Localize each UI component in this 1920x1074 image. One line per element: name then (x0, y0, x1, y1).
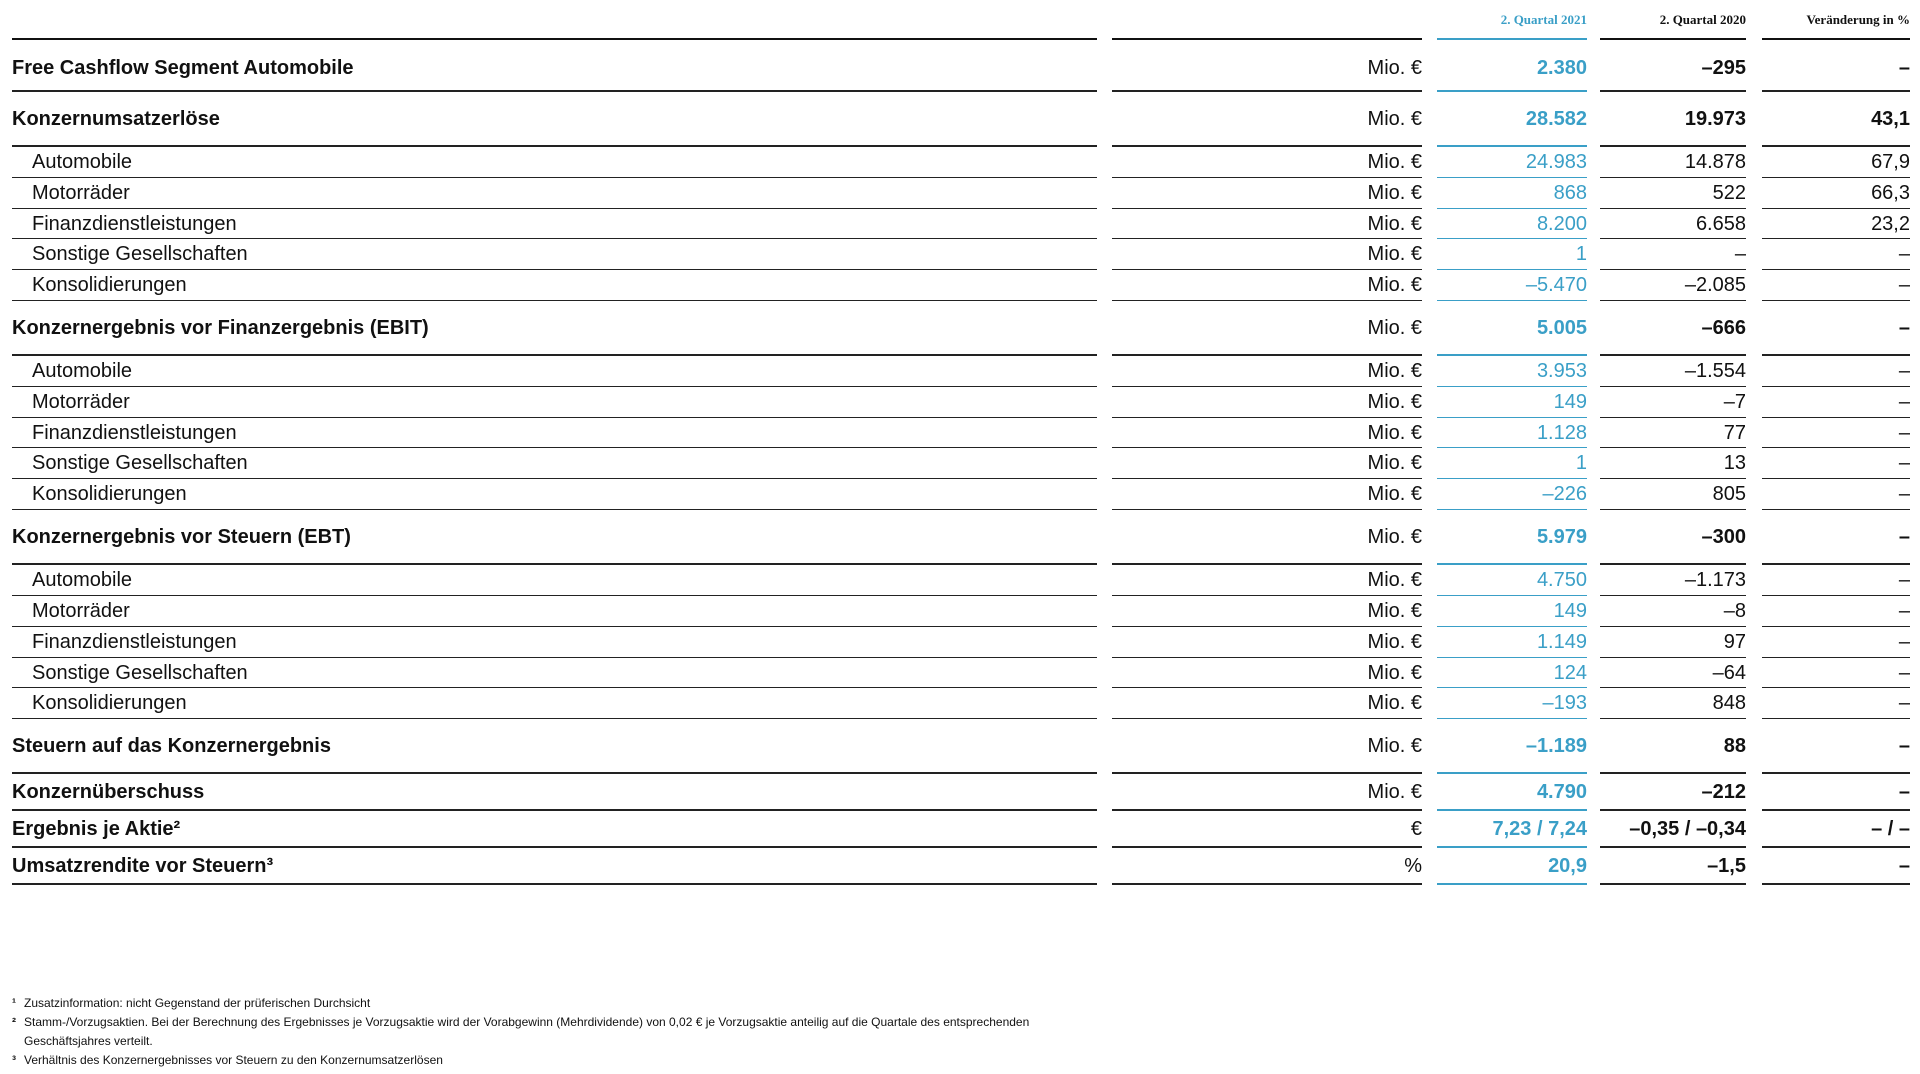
header-rule (1437, 38, 1587, 40)
row-label: Steuern auf das Konzernergebnis (12, 735, 331, 757)
value-q2-2021: 124 (1553, 661, 1587, 684)
value-change: – / – (1871, 818, 1910, 840)
row-unit: Mio. € (1367, 735, 1422, 757)
row-label: Automobile (32, 569, 133, 591)
value-change: – (1898, 421, 1910, 444)
value-q2-2020: –1.173 (1684, 569, 1746, 591)
value-q2-2020: 848 (1712, 692, 1746, 714)
footnotes (12, 994, 1112, 1070)
row-label: Konzernumsatzerlöse (12, 108, 220, 130)
value-change: – (1898, 692, 1910, 714)
row-label: Konzernüberschuss (12, 781, 205, 803)
row-unit: Mio. € (1367, 692, 1422, 714)
value-q2-2021: –1.189 (1525, 735, 1587, 757)
row-unit: Mio. € (1367, 631, 1422, 653)
row-rule (1600, 883, 1746, 885)
value-q2-2020: 88 (1723, 735, 1746, 757)
value-change: – (1898, 600, 1910, 622)
value-q2-2020: 77 (1723, 421, 1746, 444)
table-row (0, 596, 1920, 627)
row-unit: Mio. € (1367, 212, 1422, 235)
value-q2-2021: 5.005 (1536, 317, 1587, 339)
header-q2-2021: 2. Quartal 2021 (1500, 12, 1587, 27)
value-q2-2020: 805 (1712, 483, 1746, 505)
value-q2-2021: 149 (1553, 391, 1587, 413)
row-rule (1112, 883, 1422, 885)
row-label: Umsatzrendite vor Steuern³ (12, 855, 274, 877)
value-q2-2021: 4.790 (1536, 781, 1587, 803)
table-row (0, 270, 1920, 301)
value-change: 23,2 (1871, 212, 1910, 235)
value-change: – (1898, 360, 1910, 382)
value-q2-2020: – (1734, 243, 1746, 265)
header-q2-2020: 2. Quartal 2020 (1659, 12, 1746, 27)
table-row (0, 387, 1920, 418)
row-unit: Mio. € (1367, 151, 1422, 173)
row-label: Konsolidierungen (32, 483, 187, 505)
value-q2-2021: 5.979 (1536, 526, 1587, 548)
table-row (0, 627, 1920, 658)
table-row (0, 774, 1920, 811)
row-label: Ergebnis je Aktie² (12, 818, 181, 840)
table-row (0, 688, 1920, 719)
header-rule (1600, 38, 1746, 40)
table-row (0, 147, 1920, 178)
value-q2-2020: 522 (1712, 182, 1746, 204)
value-q2-2021: 1.149 (1536, 631, 1587, 653)
footnote-text: Verhältnis des Konzernergebnisses vor Steuern zu den Konzernumsatzerlösen (24, 1053, 443, 1067)
table-row (0, 719, 1920, 774)
value-q2-2020: –666 (1701, 317, 1746, 339)
value-change: – (1898, 243, 1910, 265)
row-label: Finanzdienstleistungen (32, 421, 237, 444)
footnote-text: Zusatzinformation: nicht Gegenstand der prüferischen Durchsicht (24, 996, 371, 1010)
table-row (0, 811, 1920, 848)
footnote-text: Stamm-/Vorzugsaktien. Bei der Berechnung des Ergebnisses je Vorzugsaktie wird der Vorabgewinn (Mehrdividende) von 0,02 € je Vorzugsaktie anteilig auf die Quartale des entsprechenden Geschäftsjahres verteilt. (24, 1015, 1030, 1048)
table-row (0, 44, 1920, 92)
row-unit: Mio. € (1367, 421, 1422, 444)
row-unit: Mio. € (1367, 781, 1422, 803)
value-change: – (1898, 781, 1910, 803)
value-q2-2021: –226 (1542, 483, 1587, 505)
row-unit: Mio. € (1367, 56, 1422, 79)
value-change: – (1898, 483, 1910, 505)
row-unit: Mio. € (1367, 274, 1422, 296)
value-q2-2020: 19.973 (1684, 108, 1746, 130)
value-change: – (1898, 735, 1910, 757)
row-unit: Mio. € (1367, 661, 1422, 684)
row-label: Konsolidierungen (32, 692, 187, 714)
header-rule (1762, 38, 1910, 40)
row-unit: % (1404, 855, 1422, 877)
row-unit: Mio. € (1367, 569, 1422, 591)
row-unit: Mio. € (1367, 108, 1422, 130)
value-q2-2021: 2.380 (1536, 56, 1587, 79)
row-rule (12, 883, 1097, 885)
row-label: Sonstige Gesellschaften (32, 452, 248, 474)
footnote (12, 1013, 1112, 1051)
row-unit: Mio. € (1367, 452, 1422, 474)
value-q2-2021: 4.750 (1536, 569, 1587, 591)
table-row (0, 448, 1920, 479)
row-unit: Mio. € (1367, 526, 1422, 548)
value-q2-2021: 8.200 (1536, 212, 1587, 235)
row-label: Motorräder (32, 600, 130, 622)
table-row (0, 479, 1920, 510)
value-q2-2020: –0,35 / –0,34 (1629, 818, 1746, 840)
row-label: Sonstige Gesellschaften (32, 661, 248, 684)
table-row (0, 178, 1920, 209)
footnote (12, 994, 1112, 1013)
value-q2-2020: –1.554 (1684, 360, 1746, 382)
footnote-mark: ² (12, 1015, 16, 1029)
value-change: – (1898, 631, 1910, 653)
header-rule (1112, 38, 1422, 40)
value-q2-2021: –193 (1542, 692, 1587, 714)
footnote-mark: ¹ (12, 996, 16, 1010)
value-change: – (1898, 855, 1910, 877)
table-row (0, 658, 1920, 688)
row-unit: € (1410, 818, 1422, 840)
row-unit: Mio. € (1367, 391, 1422, 413)
value-q2-2021: 24.983 (1525, 151, 1587, 173)
table-row (0, 565, 1920, 596)
value-change: – (1898, 56, 1910, 79)
table-row (0, 510, 1920, 565)
value-change: – (1898, 452, 1910, 474)
row-unit: Mio. € (1367, 483, 1422, 505)
value-q2-2021: 868 (1553, 182, 1587, 204)
row-label: Finanzdienstleistungen (32, 212, 237, 235)
row-rule (1762, 883, 1910, 885)
footnote (12, 1051, 1112, 1070)
footnote-mark: ³ (12, 1053, 16, 1067)
row-unit: Mio. € (1367, 317, 1422, 339)
value-change: – (1898, 274, 1910, 296)
value-change: 67,9 (1871, 151, 1910, 173)
table-row (0, 356, 1920, 387)
table-row (0, 301, 1920, 356)
value-q2-2020: –8 (1723, 600, 1746, 622)
row-unit: Mio. € (1367, 243, 1422, 265)
row-label: Motorräder (32, 182, 130, 204)
value-q2-2021: 1 (1575, 452, 1587, 474)
value-change: 43,1 (1871, 108, 1910, 130)
table-row (0, 848, 1920, 885)
value-q2-2020: –300 (1701, 526, 1746, 548)
row-label: Konzernergebnis vor Steuern (EBT) (12, 526, 351, 548)
row-unit: Mio. € (1367, 182, 1422, 204)
table-row (0, 92, 1920, 147)
row-label: Konzernergebnis vor Finanzergebnis (EBIT) (12, 317, 429, 339)
value-q2-2020: 13 (1723, 452, 1746, 474)
value-q2-2020: 97 (1723, 631, 1746, 653)
row-label: Finanzdienstleistungen (32, 631, 237, 653)
row-label: Sonstige Gesellschaften (32, 243, 248, 265)
value-q2-2020: –1,5 (1707, 855, 1746, 877)
value-q2-2020: 6.658 (1695, 212, 1746, 235)
value-change: 66,3 (1871, 182, 1910, 204)
value-q2-2020: –64 (1712, 661, 1746, 684)
value-q2-2021: 1.128 (1536, 421, 1587, 444)
value-change: – (1898, 391, 1910, 413)
row-label: Free Cashflow Segment Automobile (12, 56, 354, 79)
value-q2-2020: –212 (1701, 781, 1746, 803)
value-q2-2021: 1 (1575, 243, 1587, 265)
table-row (0, 209, 1920, 239)
table-row (0, 418, 1920, 448)
row-label: Konsolidierungen (32, 274, 187, 296)
header-rule (12, 38, 1097, 40)
table-header (0, 0, 1920, 40)
table-row (0, 239, 1920, 270)
row-unit: Mio. € (1367, 600, 1422, 622)
value-q2-2021: 149 (1553, 600, 1587, 622)
row-rule (1437, 883, 1587, 885)
value-change: – (1898, 569, 1910, 591)
value-q2-2021: –5.470 (1525, 274, 1587, 296)
row-label: Automobile (32, 360, 133, 382)
value-q2-2020: 14.878 (1684, 151, 1746, 173)
value-q2-2021: 28.582 (1525, 108, 1587, 130)
value-q2-2020: –2.085 (1684, 274, 1746, 296)
value-change: – (1898, 661, 1910, 684)
value-q2-2021: 7,23 / 7,24 (1492, 818, 1587, 840)
value-change: – (1898, 526, 1910, 548)
value-q2-2020: –7 (1723, 391, 1746, 413)
row-label: Motorräder (32, 391, 130, 413)
row-unit: Mio. € (1367, 360, 1422, 382)
value-q2-2021: 3.953 (1536, 360, 1587, 382)
header-change: Veränderung in % (1806, 12, 1910, 27)
value-q2-2020: –295 (1701, 56, 1746, 79)
value-change: – (1898, 317, 1910, 339)
value-q2-2021: 20,9 (1548, 855, 1587, 877)
row-label: Automobile (32, 151, 133, 173)
